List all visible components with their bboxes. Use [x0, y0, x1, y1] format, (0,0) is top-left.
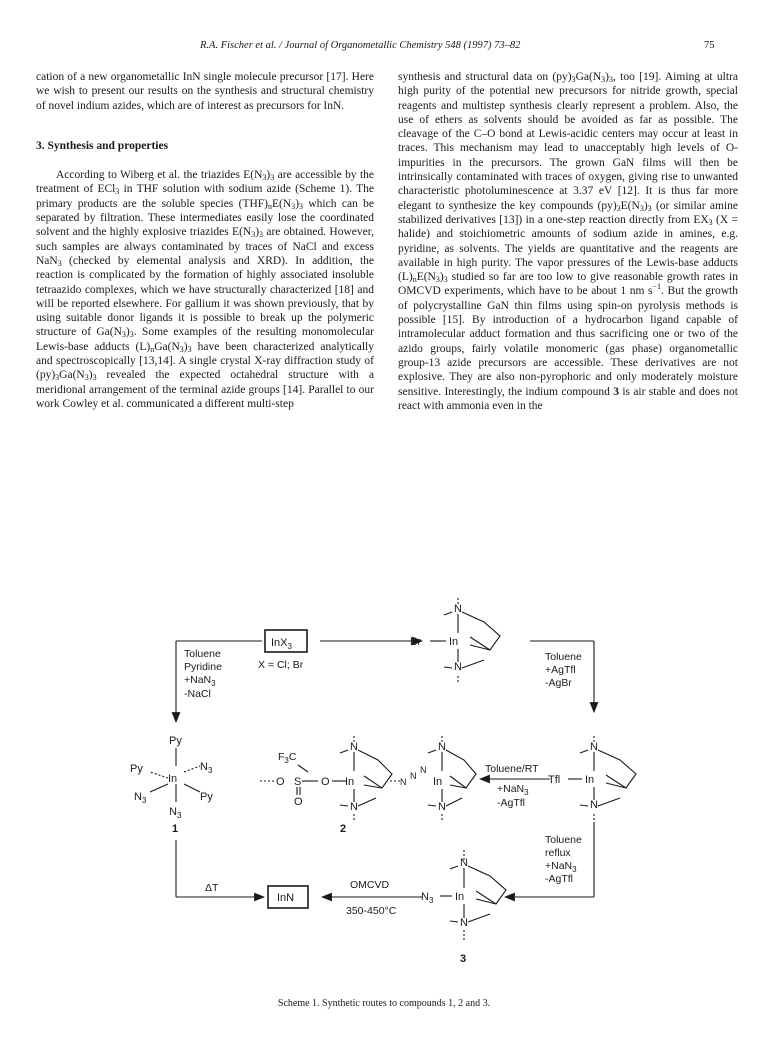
cond-right-top-3: -AgBr: [545, 677, 572, 689]
azide-n2: N: [410, 771, 417, 781]
n-atom-2b-upper: N: [438, 741, 446, 753]
py-left: Py: [130, 763, 143, 775]
tfl-in-complex: [568, 736, 636, 822]
n3-left-1: $N_3$: [134, 791, 147, 805]
cond-right-bottom-2: reflux: [545, 847, 571, 859]
o-atom-bottom: O: [294, 796, 303, 808]
n-atom-2b-lower: N: [438, 801, 446, 813]
compound-number-2: 2: [340, 823, 347, 835]
compound-number-1: 1: [172, 823, 179, 835]
temperature-label: 350-450°C: [346, 905, 397, 917]
br-atom: Br: [410, 636, 421, 648]
n-atom-3-lower: N: [460, 917, 468, 929]
n-atom-2a-upper: N: [350, 741, 358, 753]
compound-3-structure: [440, 850, 506, 940]
intro-paragraph: cation of a new organometallic InN single molecule precursor [17]. Here we wish to present our results on the synthesis and structural chemistry of novel indium azides, which are of interest as precursors for InN.: [36, 71, 374, 112]
cond-left-4: -NaCl: [184, 688, 211, 700]
o-atom-left: O: [276, 776, 285, 788]
n3-compound-3: $N_3$: [421, 891, 434, 905]
cond-right-top-2: +AgTfl: [545, 664, 576, 676]
inx3-label: InX$_3$: [271, 637, 292, 651]
cond-right-top-1: Toluene: [545, 651, 582, 663]
in-atom-1: In: [168, 773, 178, 785]
cond-center-2: +NaN$_3$: [497, 783, 529, 797]
inn-label: InN: [277, 892, 295, 904]
cond-right-bottom-1: Toluene: [545, 834, 582, 846]
in-atom-2b: In: [433, 776, 443, 788]
paragraph-synthesis: According to Wiberg et al. the triazides $E(N_3)_3$ are accessible by the treatment of ECl$_3$ in THF solution with sodium azide (Scheme 1). The primary products are the soluble species $(THF)_nE(N_3)_3$ which can be separated by filtration. These intermediates easily lose the coordinated solvent and the highly explosive triazides $E(N_3)_3$ are obtained. However, such samples are always contaminated by traces of NaCl and excess NaN$_3$ (checked by elemental analysis and XRD). In addition, the reaction is complicated by the formation of highly associated insoluble tetraazido complexes, which we have structurally characterized [18] and will be reported elsewhere. For gallium it was shown previously, that by using suitable donor ligands it is possible to break up the polymeric structure of $Ga(N_3)_3$. Some examples of the resulting monomolecular Lewis-base adducts $(L)_nGa(N_3)_3$ have been characterized analytically and spectroscopically [13,14]. A single crystal X-ray diffraction study of $(py)_3Ga(N_3)_3$ revealed the expected octahedral structure with a meridional arrangement of the terminal azide groups [14]. Parallel to our work Cowley et al. communicated a different multi-step: [36, 169, 374, 410]
br-in-complex: [430, 598, 500, 684]
cond-left-2: Pyridine: [184, 661, 222, 673]
running-head: R.A. Fischer et al. / Journal of Organometallic Chemistry 548 (1997) 73–82: [200, 40, 521, 51]
cond-right-bottom-4: -AgTfl: [545, 873, 574, 885]
s-atom: S: [294, 776, 302, 788]
in-atom-3: In: [455, 891, 465, 903]
o-atom-right: O: [321, 776, 330, 788]
cond-right-bottom-3: +NaN$_3$: [545, 860, 577, 874]
n-atom-right-lower: N: [590, 799, 598, 811]
py-top: Py: [169, 735, 182, 747]
n-atom-3-upper: N: [460, 857, 468, 869]
omcvd-label: OMCVD: [350, 879, 390, 891]
compound-number-3: 3: [460, 953, 467, 965]
in-atom-top: In: [449, 636, 459, 648]
n-atom-top-lower: N: [454, 661, 462, 673]
cond-center-3: -AgTfl: [497, 797, 526, 809]
cond-left-3: +NaN$_3$: [184, 674, 216, 688]
section-heading: 3. Synthesis and properties: [36, 139, 169, 152]
tfl-label: Tfl: [548, 774, 561, 786]
page-number: 75: [704, 40, 715, 51]
py-right: Py: [200, 791, 213, 803]
paragraph-precursors: synthesis and structural data on $(py)_3Ga(N_3)_3$, too [19]. Aiming at ultra high purity of the potential new precursors for nitride growth, special reagents and multistep synthesis clearly represent a problem. Also, the use of ethers as solvents should be avoided as far as possible. The cleavage of the C–O bond at Lewis-acidic centers may occur at least in traces. This mechanism may lead to unacceptably high levels of O-impurities in the precursors. The grown GaN films will then be intrinsically contaminated with traces of oxygen, giving rise to unwanted characteristic photoluminescence at 3.37 eV [12]. It is thus far more elegant to synthesize the key compounds $(py)_3E(N_3)_3$ (or similar amine stabilized derivatives [13]) in a one-step reaction directly from $EX_3$ (X = halide) and stoichiometric amounts of sodium azide in amines, e.g. pyridine, as solvents. The yields are quantitative and the reagents are available in high purity. The vapor pressures of the Lewis-base adducts $(L)_nE(N_3)_3$ studied so far are too low to give reasonable growth rates in OMCVD experiments, which have to be about 1 nm $s^{-1}$. But the growth of polycrystalline GaN thin films using spin-on pyrolysis methods is possible [15]. By introduction of a hydrocarbon ligand capable of intramolecular adduct formation and thus sacrificing one or two of the azido groups, fairly volatile monomeric (gas phase) organometallic group-13 azide precursors are accessible. These derivatives are not explosive. They are also non-pyrophoric and only moderately moisture sensitive. Interestingly, the indium compound 3 is air stable and does not react with ammonia even in the: [398, 71, 739, 412]
cond-center-1: Toluene/RT: [485, 763, 539, 775]
n-atom-2a-lower: N: [350, 801, 358, 813]
n3-bottom-1: $N_3$: [169, 806, 182, 820]
scheme-caption: Scheme 1. Synthetic routes to compounds 1, 2 and 3.: [277, 998, 491, 1009]
x-definition: X = Cl; Br: [258, 659, 304, 671]
azide-n3: N: [420, 765, 427, 775]
n-atom-right-upper: N: [590, 741, 598, 753]
delta-t-label: ΔT: [205, 882, 219, 894]
f3c-group: $F_3C$: [278, 751, 297, 765]
azide-n1: N: [400, 777, 407, 787]
in-atom-right: In: [585, 774, 595, 786]
cond-left-1: Toluene: [184, 648, 221, 660]
n3-right-1: $N_3$: [200, 761, 213, 775]
in-atom-2a: In: [345, 776, 355, 788]
n-atom-top-upper: N: [454, 603, 462, 615]
